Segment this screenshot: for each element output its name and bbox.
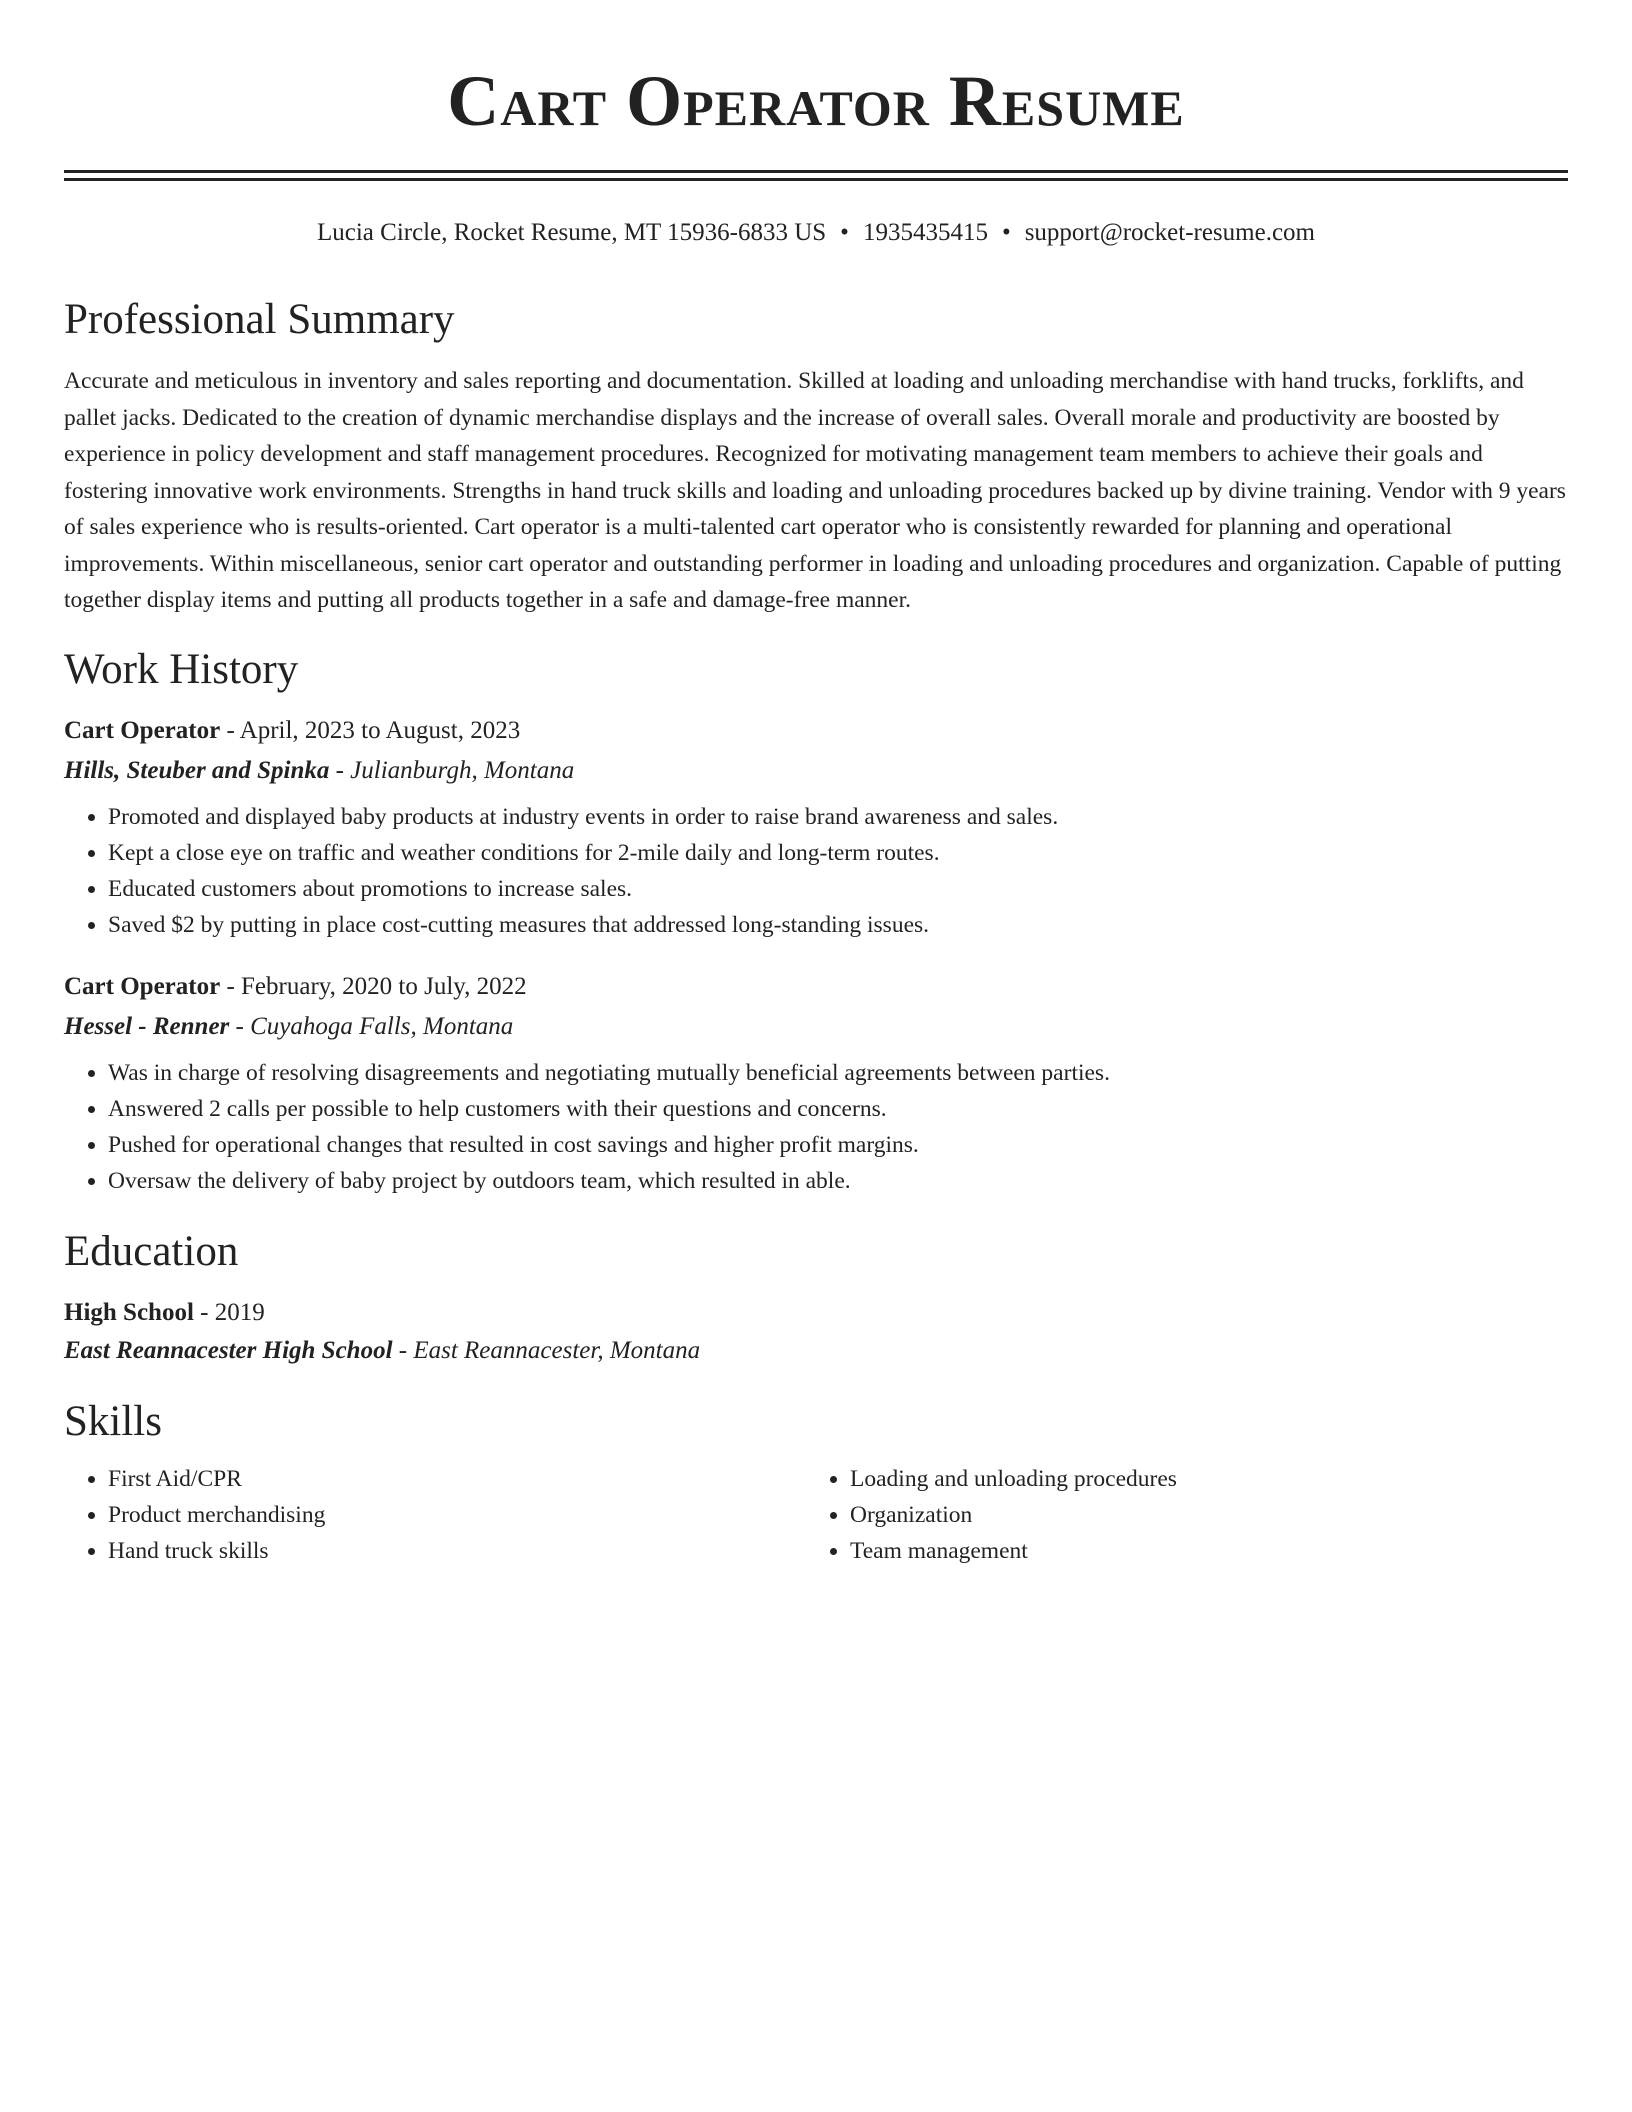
page-title: Cart Operator Resume (447, 61, 1185, 141)
skill-item: • Hand truck skills (108, 1533, 806, 1569)
skills-heading: Skills (64, 1397, 162, 1445)
skills-section (64, 1397, 1568, 1569)
list-item: • Pushed for operational changes that resulted in cost savings and higher profit margins. (108, 1127, 1568, 1163)
job-company: Hills, Steuber and Spinka (64, 756, 330, 784)
education-header (64, 1297, 1568, 1329)
job-entry (64, 715, 1568, 943)
list-item: • Was in charge of resolving disagreements and negotiating mutually beneficial agreements between parties. (108, 1055, 1568, 1091)
contact-separator: • (1001, 219, 1011, 246)
job-employer (64, 1011, 1568, 1043)
job-title: Cart Operator (64, 972, 221, 1000)
title-divider (64, 170, 1568, 181)
contact-separator: • (840, 219, 849, 246)
work-history-section (64, 645, 1568, 1199)
education-heading: Education (64, 1227, 239, 1275)
contact-phone: 1935435415 (862, 219, 988, 246)
skill-item: • Loading and unloading procedures (850, 1461, 1548, 1497)
education-year: - 2019 (193, 1298, 265, 1326)
contact-line (64, 217, 1568, 249)
skills-columns (64, 1461, 1568, 1569)
job-employer (64, 755, 1568, 787)
list-item: • Oversaw the delivery of baby project by outdoors team, which resulted in able. (108, 1163, 1568, 1199)
education-location: - East Reannacester, Montana (392, 1336, 701, 1364)
summary-section (64, 295, 1568, 619)
list-item: • Kept a close eye on traffic and weather conditions for 2-mile daily and long-term routes. (108, 835, 1568, 871)
job-location: - Cuyahoga Falls, Montana (229, 1012, 514, 1040)
list-item: • Educated customers about promotions to increase sales. (108, 871, 1568, 907)
job-entry (64, 971, 1568, 1199)
skills-list-left (64, 1461, 806, 1569)
summary-heading: Professional Summary (64, 296, 455, 343)
job-bullets (64, 799, 1568, 943)
job-header (64, 971, 1568, 1003)
job-location: - Julianburgh, Montana (329, 756, 575, 784)
job-title: Cart Operator (64, 716, 221, 744)
education-school-line (64, 1335, 1568, 1367)
education-school: East Reannacester High School (64, 1336, 393, 1364)
list-item: • Answered 2 calls per possible to help customers with their questions and concerns. (108, 1091, 1568, 1127)
job-company: Hessel - Renner (64, 1012, 230, 1040)
summary-text: Accurate and meticulous in inventory and sales reporting and documentation. Skilled at loading and unloading merchandise with hand trucks, forklifts, and pallet jacks. Dedicated to the creation of dynamic merchandise displays and the increase of overall sales. Overall morale and productivity are boosted by experience in policy development and staff management procedures. Recognized for motivating management team members to achieve their goals and fostering innovative work environments. Strengths in hand truck skills and loading and unloading procedures backed up by divine training. Vendor with 9 years of sales experience who is results-oriented. Cart operator is a multi-talented cart operator who is consistently rewarded for planning and operational improvements. Within miscellaneous, senior cart operator and outstanding performer in loading and unloading procedures and organization. Capable of putting together display items and putting all products together in a safe and damage-free manner. (64, 368, 1566, 613)
education-degree: High School (64, 1298, 194, 1326)
contact-email: support@rocket-resume.com (1024, 219, 1315, 246)
skill-item: • Organization (850, 1497, 1548, 1533)
contact-address: Lucia Circle, Rocket Resume, MT 15936-6833 US (316, 219, 827, 246)
education-section (64, 1227, 1568, 1367)
skill-item: • First Aid/CPR (108, 1461, 806, 1497)
skills-list-right (806, 1461, 1548, 1569)
work-history-heading: Work History (64, 645, 299, 693)
job-header (64, 715, 1568, 747)
list-item: • Saved $2 by putting in place cost-cutting measures that addressed long-standing issues. (108, 907, 1568, 943)
job-dates: - April, 2023 to August, 2023 (220, 716, 521, 744)
skill-item: • Team management (850, 1533, 1548, 1569)
job-bullets (64, 1055, 1568, 1199)
job-dates: - February, 2020 to July, 2022 (220, 972, 527, 1000)
skill-item: • Product merchandising (108, 1497, 806, 1533)
list-item: • Promoted and displayed baby products at industry events in order to raise brand awareness and sales. (108, 799, 1568, 835)
